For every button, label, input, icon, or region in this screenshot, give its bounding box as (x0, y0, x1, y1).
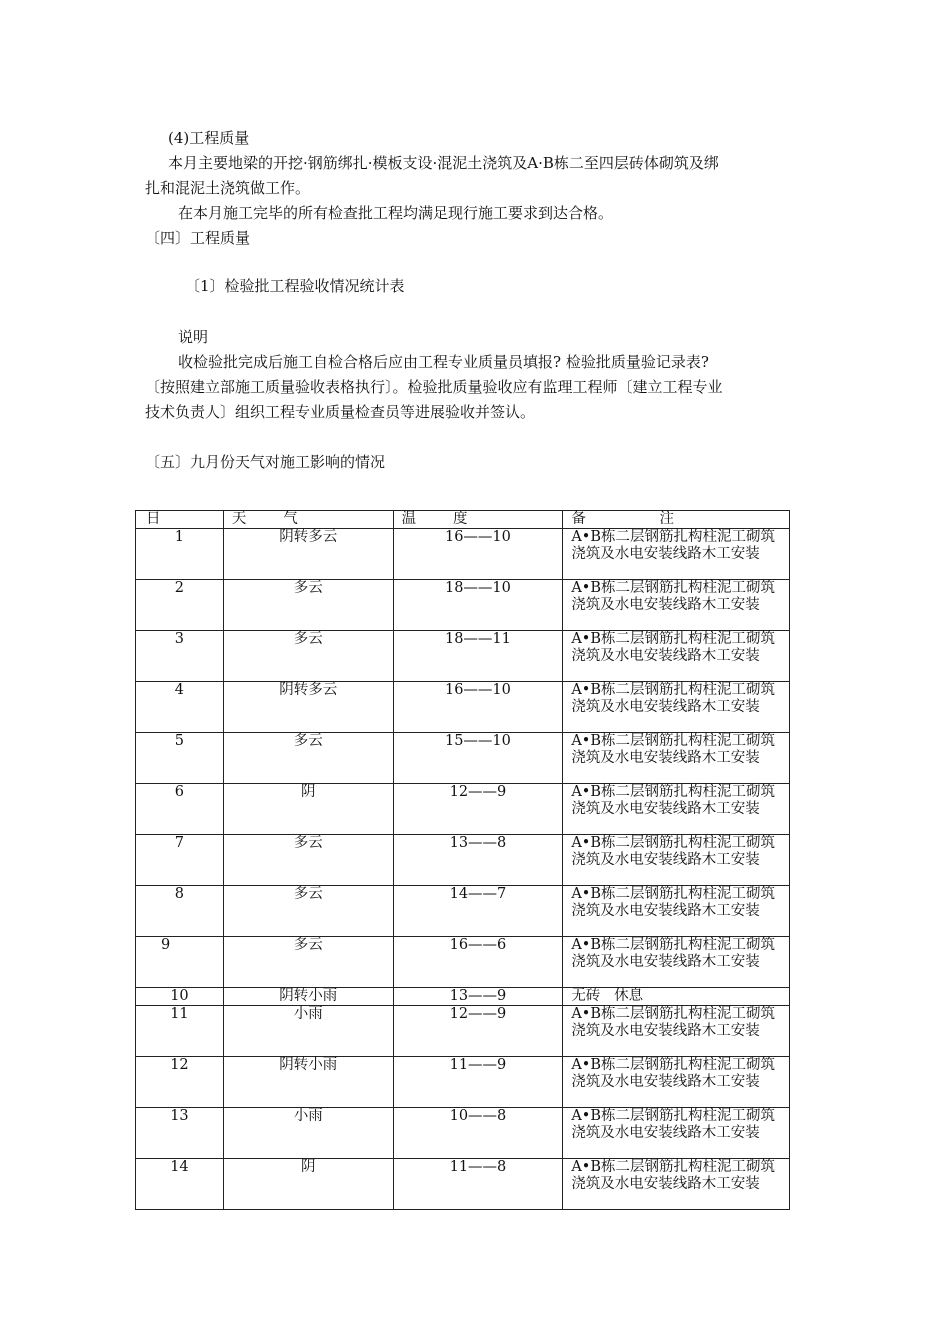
day-cell: 2 (136, 580, 224, 631)
remark-cell: A•B栋二层钢筋扎构柱泥工砌筑浇筑及水电安装线路木工安装 (563, 937, 790, 988)
weather-table (135, 510, 790, 1210)
paragraph-line: 〔按照建立部施工质量验收表格执行〕。检验批质量验收应有监理工程师〔建立工程专业 (145, 378, 723, 396)
weather-cell: 多云 (223, 835, 393, 886)
temperature-cell: 11——8 (393, 1159, 563, 1210)
table-row (136, 529, 790, 580)
section-heading-four: 〔四〕工程质量 (145, 229, 251, 247)
remark-cell: A•B栋二层钢筋扎构柱泥工砌筑浇筑及水电安装线路木工安装 (563, 886, 790, 937)
remark-cell: A•B栋二层钢筋扎构柱泥工砌筑浇筑及水电安装线路木工安装 (563, 1108, 790, 1159)
temperature-cell: 12——9 (393, 784, 563, 835)
section-heading-quality: (4)工程质量 (168, 129, 250, 147)
table-row (136, 631, 790, 682)
weather-cell: 多云 (223, 733, 393, 784)
weather-cell: 多云 (223, 580, 393, 631)
note-heading: 说明 (178, 328, 209, 346)
remark-cell: A•B栋二层钢筋扎构柱泥工砌筑浇筑及水电安装线路木工安装 (563, 835, 790, 886)
header-weather: 天 气 (223, 511, 393, 529)
day-cell: 6 (136, 784, 224, 835)
day-cell: 11 (136, 1006, 224, 1057)
subsection-heading: 〔1〕检验批工程验收情况统计表 (185, 277, 405, 295)
header-day: 日 (136, 511, 224, 529)
weather-cell: 阴转多云 (223, 682, 393, 733)
temperature-cell: 16——10 (393, 682, 563, 733)
table-row (136, 1006, 790, 1057)
table-row (136, 733, 790, 784)
table-row (136, 1108, 790, 1159)
remark-cell: A•B栋二层钢筋扎构柱泥工砌筑浇筑及水电安装线路木工安装 (563, 1057, 790, 1108)
table-row (136, 580, 790, 631)
weather-cell: 阴 (223, 784, 393, 835)
header-temperature: 温 度 (393, 511, 563, 529)
day-cell: 1 (136, 529, 224, 580)
weather-cell: 阴转多云 (223, 529, 393, 580)
day-cell: 3 (136, 631, 224, 682)
temperature-cell: 12——9 (393, 1006, 563, 1057)
section-heading-five: 〔五〕九月份天气对施工影响的情况 (145, 453, 386, 471)
header-remarks: 备 注 (563, 511, 790, 529)
day-cell: 12 (136, 1057, 224, 1108)
remark-cell: 无砖 休息 (563, 988, 790, 1006)
day-cell: 7 (136, 835, 224, 886)
remark-cell: A•B栋二层钢筋扎构柱泥工砌筑浇筑及水电安装线路木工安装 (563, 1006, 790, 1057)
day-cell: 13 (136, 1108, 224, 1159)
temperature-cell: 16——6 (393, 937, 563, 988)
day-cell: 9 (136, 937, 224, 988)
remark-cell: A•B栋二层钢筋扎构柱泥工砌筑浇筑及水电安装线路木工安装 (563, 529, 790, 580)
remark-cell: A•B栋二层钢筋扎构柱泥工砌筑浇筑及水电安装线路木工安装 (563, 682, 790, 733)
temperature-cell: 18——11 (393, 631, 563, 682)
paragraph-line: 扎和混泥土浇筑做工作。 (145, 179, 311, 197)
weather-cell: 阴转小雨 (223, 988, 393, 1006)
temperature-cell: 16——10 (393, 529, 563, 580)
remark-cell: A•B栋二层钢筋扎构柱泥工砌筑浇筑及水电安装线路木工安装 (563, 733, 790, 784)
temperature-cell: 14——7 (393, 886, 563, 937)
table-row (136, 937, 790, 988)
remark-cell: A•B栋二层钢筋扎构柱泥工砌筑浇筑及水电安装线路木工安装 (563, 784, 790, 835)
table-row (136, 988, 790, 1006)
table-row (136, 886, 790, 937)
day-cell: 5 (136, 733, 224, 784)
table-row (136, 1159, 790, 1210)
temperature-cell: 13——9 (393, 988, 563, 1006)
temperature-cell: 10——8 (393, 1108, 563, 1159)
weather-cell: 阴 (223, 1159, 393, 1210)
table-row (136, 1057, 790, 1108)
paragraph-line: 收检验批完成后施工自检合格后应由工程专业质量员填报? 检验批质量验记录表? (178, 353, 709, 371)
table-row (136, 784, 790, 835)
table-row (136, 682, 790, 733)
remark-cell: A•B栋二层钢筋扎构柱泥工砌筑浇筑及水电安装线路木工安装 (563, 631, 790, 682)
weather-cell: 小雨 (223, 1108, 393, 1159)
day-cell: 8 (136, 886, 224, 937)
paragraph-line: 本月主要地梁的开挖·钢筋绑扎·模板支设·混泥土浇筑及A·B栋二至四层砖体砌筑及绑 (168, 154, 719, 172)
weather-cell: 阴转小雨 (223, 1057, 393, 1108)
paragraph-line: 技术负责人〕组织工程专业质量检查员等进展验收并签认。 (145, 403, 536, 421)
remark-cell: A•B栋二层钢筋扎构柱泥工砌筑浇筑及水电安装线路木工安装 (563, 1159, 790, 1210)
table-row (136, 835, 790, 886)
weather-cell: 多云 (223, 631, 393, 682)
day-cell: 14 (136, 1159, 224, 1210)
weather-cell: 多云 (223, 937, 393, 988)
paragraph-line: 在本月施工完毕的所有检查批工程均满足现行施工要求到达合格。 (178, 204, 614, 222)
weather-cell: 小雨 (223, 1006, 393, 1057)
temperature-cell: 13——8 (393, 835, 563, 886)
day-cell: 4 (136, 682, 224, 733)
temperature-cell: 11——9 (393, 1057, 563, 1108)
day-cell: 10 (136, 988, 224, 1006)
temperature-cell: 18——10 (393, 580, 563, 631)
temperature-cell: 15——10 (393, 733, 563, 784)
weather-cell: 多云 (223, 886, 393, 937)
remark-cell: A•B栋二层钢筋扎构柱泥工砌筑浇筑及水电安装线路木工安装 (563, 580, 790, 631)
